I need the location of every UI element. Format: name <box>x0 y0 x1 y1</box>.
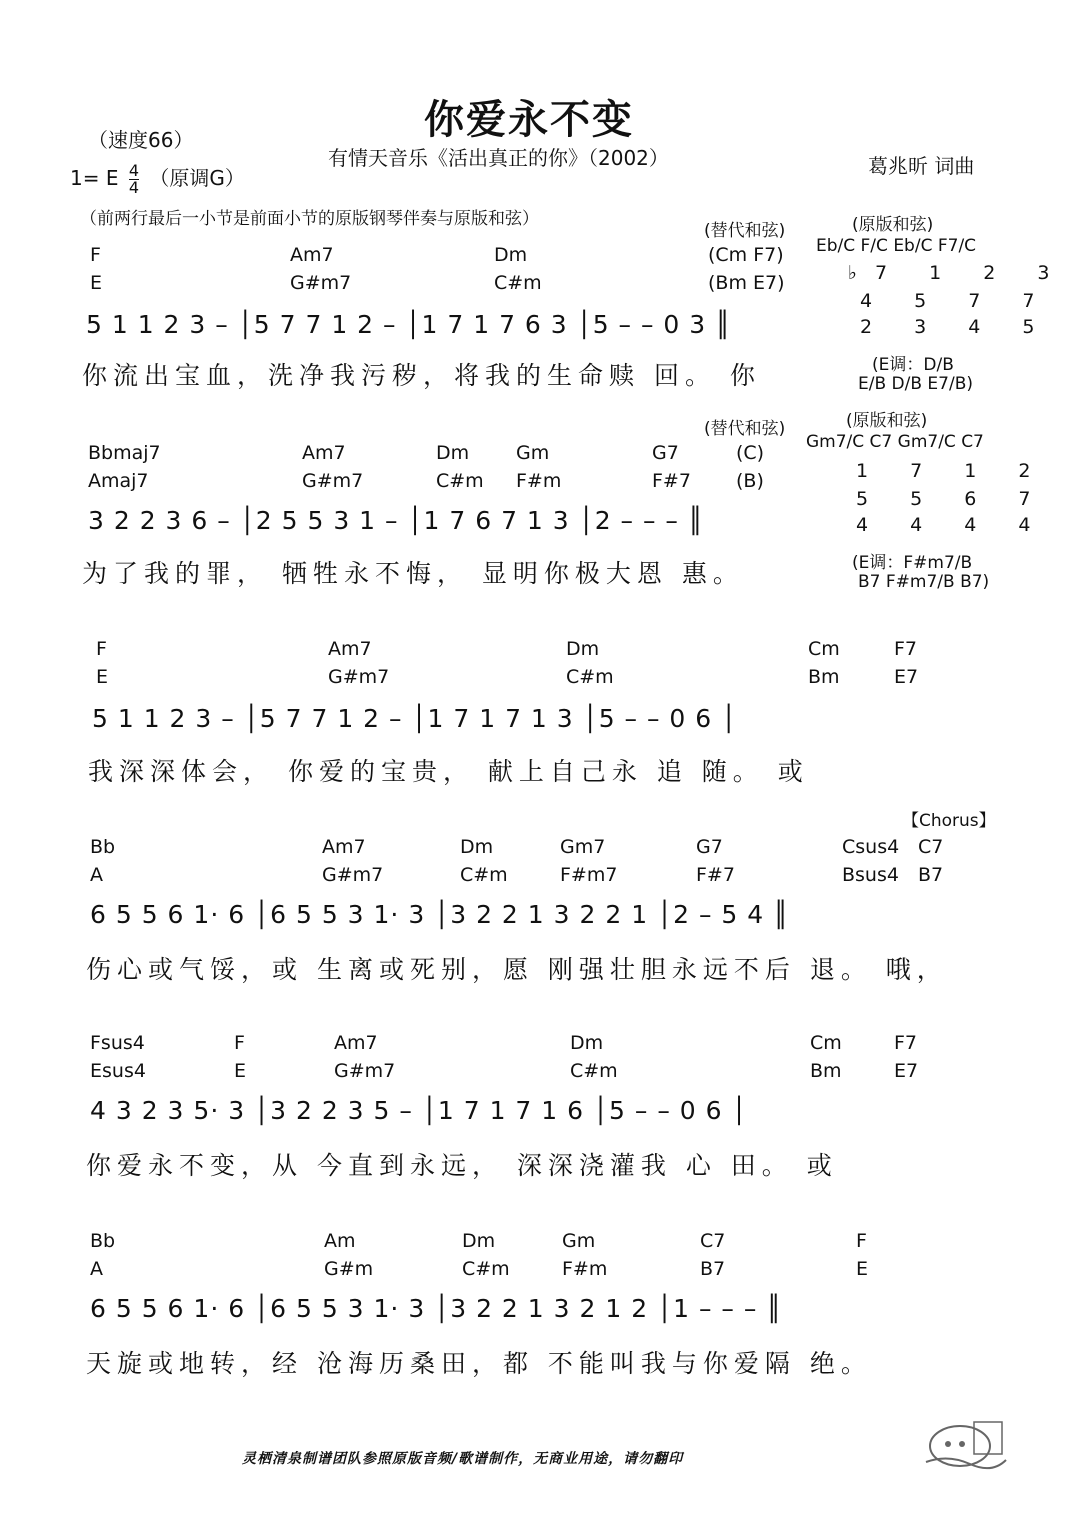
lyric-line: 为了我的罪， 牺牲永不悔， 显明你极大恩 惠。 <box>82 559 744 588</box>
melody-line: 6 5 5 6 1· 6 │6 5 5 3 1· 3 │3 2 2 1 3 2 2 1 │2 – 5 4 ║ <box>90 900 790 929</box>
chord: (Bm E7) <box>708 272 785 294</box>
footer-credit: 灵栖清泉制谱团队参照原版音频/歌谱制作，无商业用途，请勿翻印 <box>242 1451 684 1467</box>
logo-icon <box>918 1414 1008 1472</box>
chord: Dm <box>566 638 600 660</box>
chord: A <box>90 864 103 886</box>
chord: Dm <box>494 244 528 266</box>
chord: C#m <box>494 272 542 294</box>
chord: Csus4 <box>842 836 900 858</box>
chord: G#m7 <box>290 272 352 294</box>
chord: C#m <box>570 1060 618 1082</box>
melody-line: 4 3 2 3 5· 3 │3 2 2 3 5 – │1 7 1 7 1 6 │5 – – 0 6 │ <box>90 1096 748 1125</box>
chord: Amaj7 <box>88 470 149 492</box>
chord: Dm <box>460 836 494 858</box>
chord: F#m <box>516 470 562 492</box>
orig-chord-label: (原版和弦) <box>852 215 934 235</box>
alt-chord-label: (替代和弦) <box>704 221 786 241</box>
chord: Am7 <box>328 638 372 660</box>
chord: Am7 <box>302 442 346 464</box>
lyric-line: 天旋或地转，经 沧海历桑田，都 不能叫我与你爱隔 绝。 <box>86 1349 872 1378</box>
chord: E <box>96 666 109 688</box>
chord: G#m7 <box>302 470 364 492</box>
key-signature <box>70 162 245 196</box>
chord: Esus4 <box>90 1060 146 1082</box>
chord: Bm <box>810 1060 842 1082</box>
chord: G#m7 <box>334 1060 396 1082</box>
melody-line: 5 1 1 2 3 – │5 7 7 1 2 – │1 7 1 7 1 3 │5 – – 0 6 │ <box>92 704 738 733</box>
orig-chords: Eb/C F/C Eb/C F7/C <box>816 236 977 256</box>
chord: B7 <box>700 1258 726 1280</box>
chord: (C) <box>736 442 765 464</box>
chord: Am7 <box>334 1032 378 1054</box>
chord: C#m <box>462 1258 510 1280</box>
key-prefix: 1= E <box>70 166 119 190</box>
alt-chord-label: (替代和弦) <box>704 419 786 439</box>
chord: G7 <box>652 442 679 464</box>
chord: C#m <box>566 666 614 688</box>
time-signature: $\frac{4}{4}$ <box>128 161 140 197</box>
orig-e-key: B7 F#m7/B B7) <box>858 572 990 592</box>
chord: F <box>234 1032 245 1054</box>
chord: Dm <box>570 1032 604 1054</box>
subtitle: 有情天音乐《活出真正的你》（2002） <box>328 146 669 170</box>
chord: E7 <box>894 1060 919 1082</box>
chord: C#m <box>436 470 484 492</box>
chord: F#m7 <box>560 864 618 886</box>
orig-notes-line: 4 5 7 7 <box>860 290 1053 312</box>
chord: Am7 <box>290 244 334 266</box>
orig-notes-line: 5 5 6 7 <box>856 488 1049 510</box>
chord: Gm <box>562 1230 596 1252</box>
melody-line: 3 2 2 3 6 – │2 5 5 3 1 – │1 7 6 7 1 3 │2 – – – ║ <box>88 506 704 535</box>
chord: F7 <box>894 638 918 660</box>
lyric-line: 伤心或气馁，或 生离或死别，愿 刚强壮胆永远不后 退。 哦， <box>86 955 948 984</box>
orig-notes-line: 1 7 1 2 <box>856 460 1049 482</box>
chord: F#7 <box>696 864 735 886</box>
lyric-line: 我深深体会， 你爱的宝贵， 献上自己永 追 随。 或 <box>88 757 809 786</box>
orig-notes-line: 2 3 4 5 <box>860 316 1053 338</box>
chord: B7 <box>918 864 944 886</box>
orig-notes-line: ♭7 1 2 3 <box>848 262 1068 284</box>
chord: G#m7 <box>328 666 390 688</box>
chord: E <box>234 1060 247 1082</box>
orig-e-key: E/B D/B E7/B) <box>858 374 973 394</box>
chord: Cm <box>808 638 840 660</box>
chord: Gm <box>516 442 550 464</box>
chord: F#7 <box>652 470 691 492</box>
chord: Bb <box>90 836 116 858</box>
chord: F <box>90 244 101 266</box>
chord: (Cm F7) <box>708 244 784 266</box>
chord: G7 <box>696 836 723 858</box>
lyric-line: 你流出宝血，洗净我污秽，将我的生命赎 回。 你 <box>82 361 761 390</box>
chord: F <box>856 1230 867 1252</box>
author-credit: 葛兆昕 词曲 <box>868 154 975 178</box>
chord: Fsus4 <box>90 1032 145 1054</box>
chord: C#m <box>460 864 508 886</box>
lyric-line: 你爱永不变，从 今直到永远， 深深浇灌我 心 田。 或 <box>86 1151 838 1180</box>
orig-notes-line: 4 4 4 4 <box>856 514 1049 536</box>
chord: Gm7 <box>560 836 606 858</box>
chord: Bsus4 <box>842 864 899 886</box>
arrangement-note: （前两行最后一小节是前面小节的原版钢琴伴奏与原版和弦） <box>80 209 539 229</box>
chord: E7 <box>894 666 919 688</box>
chord: A <box>90 1258 103 1280</box>
tempo-label: （速度66） <box>88 128 194 152</box>
chord: (B) <box>736 470 764 492</box>
chord: Bm <box>808 666 840 688</box>
chord: E <box>90 272 103 294</box>
orig-chord-label: (原版和弦) <box>846 411 928 431</box>
chord: Dm <box>462 1230 496 1252</box>
original-key: （原调G） <box>149 166 245 190</box>
chord: G#m <box>324 1258 374 1280</box>
chord: C7 <box>700 1230 726 1252</box>
chord: F <box>96 638 107 660</box>
chord: E <box>856 1258 869 1280</box>
chord: C7 <box>918 836 944 858</box>
melody-line: 5 1 1 2 3 – │5 7 7 1 2 – │1 7 1 7 6 3 │5 – – 0 3 ║ <box>86 310 732 339</box>
chord: Bb <box>90 1230 116 1252</box>
chord: F7 <box>894 1032 918 1054</box>
chord: Am <box>324 1230 356 1252</box>
chord: F#m <box>562 1258 608 1280</box>
melody-line: 6 5 5 6 1· 6 │6 5 5 3 1· 3 │3 2 2 1 3 2 1 2 │1 – – – ║ <box>90 1294 783 1323</box>
orig-e-key: (E调：F#m7/B <box>852 553 973 573</box>
orig-chords: Gm7/C C7 Gm7/C C7 <box>806 432 984 452</box>
section-tag-chorus: 【Chorus】 <box>902 811 996 831</box>
orig-e-key: (E调：D/B <box>872 355 954 375</box>
chord: Bbmaj7 <box>88 442 161 464</box>
chord: Am7 <box>322 836 366 858</box>
chord: Cm <box>810 1032 842 1054</box>
song-title: 你爱永不变 <box>424 97 634 143</box>
chord: Dm <box>436 442 470 464</box>
chord: G#m7 <box>322 864 384 886</box>
